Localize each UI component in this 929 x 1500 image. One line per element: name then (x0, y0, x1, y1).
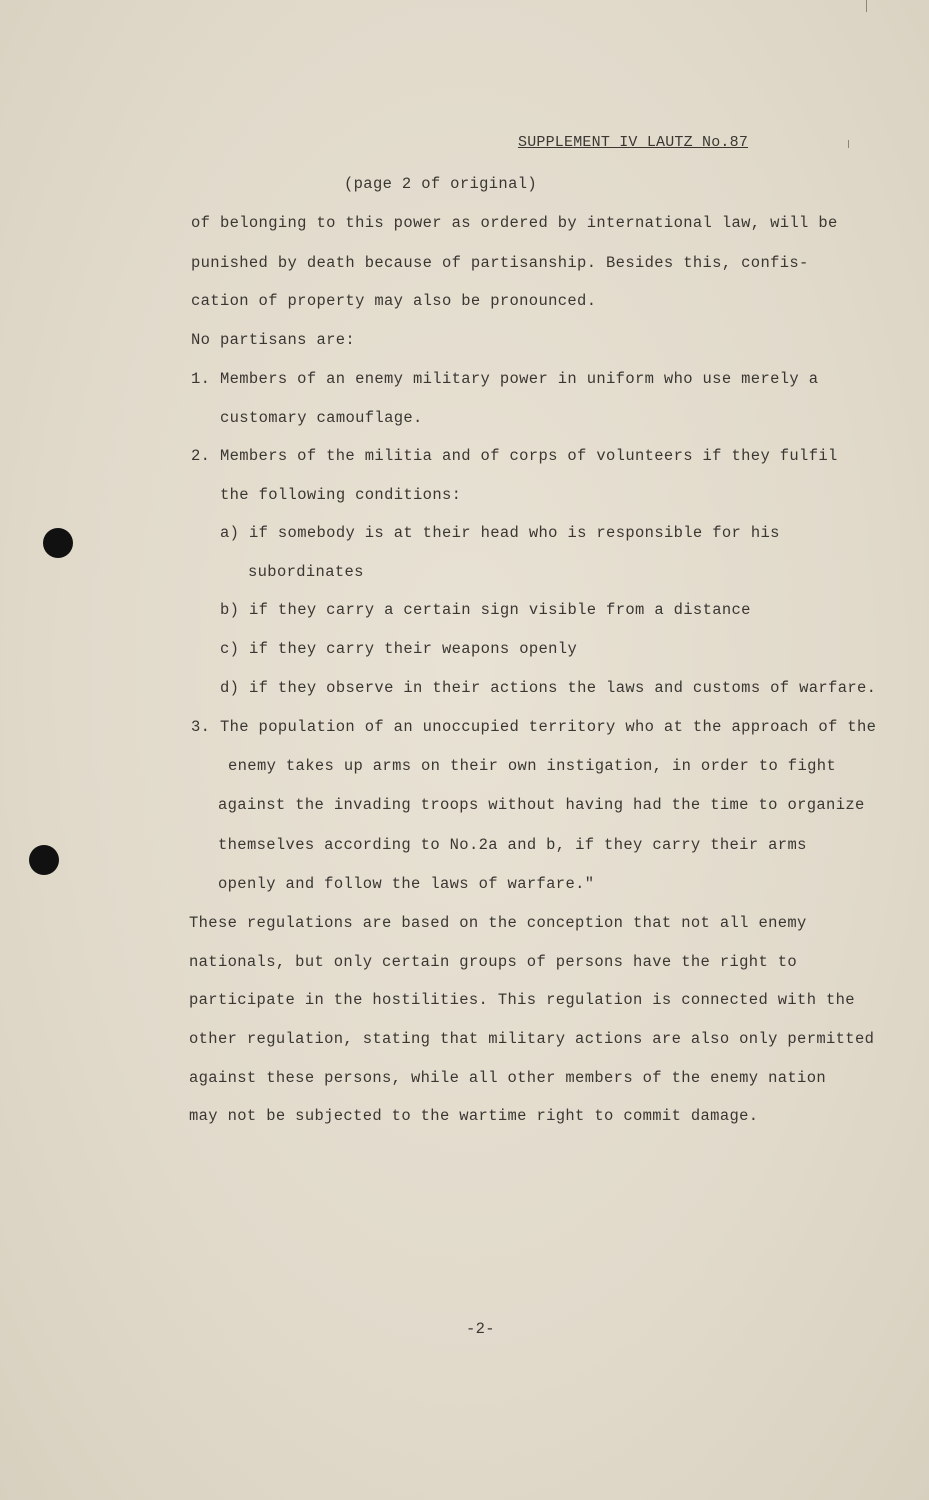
page-subtitle: (page 2 of original) (344, 175, 538, 193)
stray-mark (866, 0, 867, 12)
list-item: themselves according to No.2a and b, if they carry their arms (218, 836, 807, 854)
body-line: of belonging to this power as ordered by international law, will be (191, 214, 838, 232)
body-line: No partisans are: (191, 331, 356, 349)
sub-list-item: a) if somebody is at their head who is responsible for his (220, 524, 780, 542)
list-item: against the invading troops without having had the time to organize (218, 796, 865, 814)
punch-hole-lower (29, 845, 59, 875)
body-line: participate in the hostilities. This regulation is connected with the (189, 991, 855, 1009)
body-line: other regulation, stating that military actions are also only permitted (189, 1030, 875, 1048)
list-item: the following conditions: (220, 486, 462, 504)
sub-list-item: subordinates (248, 563, 364, 581)
sub-list-item: c) if they carry their weapons openly (220, 640, 578, 658)
document-header: SUPPLEMENT IV LAUTZ No.87 (518, 134, 749, 151)
punch-hole-upper (43, 528, 73, 558)
sub-list-item: d) if they observe in their actions the laws and customs of warfare. (220, 679, 877, 697)
body-line: These regulations are based on the conception that not all enemy (189, 914, 807, 932)
sub-list-item: b) if they carry a certain sign visible from a distance (220, 601, 751, 619)
list-item: customary camouflage. (220, 409, 423, 427)
body-line: cation of property may also be pronounced. (191, 292, 597, 310)
list-item: 3. The population of an unoccupied territory who at the approach of the (191, 718, 877, 736)
list-item: openly and follow the laws of warfare." (218, 875, 595, 893)
body-line: against these persons, while all other members of the enemy nation (189, 1069, 826, 1087)
body-line: nationals, but only certain groups of persons have the right to (189, 953, 798, 971)
list-item: 2. Members of the militia and of corps of volunteers if they fulfil (191, 447, 838, 465)
list-item: 1. Members of an enemy military power in uniform who use merely a (191, 370, 819, 388)
body-line: may not be subjected to the wartime right to commit damage. (189, 1107, 759, 1125)
body-line: punished by death because of partisanship. Besides this, confis- (191, 254, 809, 272)
page-number: -2- (466, 1320, 495, 1338)
stray-mark (848, 140, 849, 148)
list-item: enemy takes up arms on their own instigation, in order to fight (228, 757, 837, 775)
